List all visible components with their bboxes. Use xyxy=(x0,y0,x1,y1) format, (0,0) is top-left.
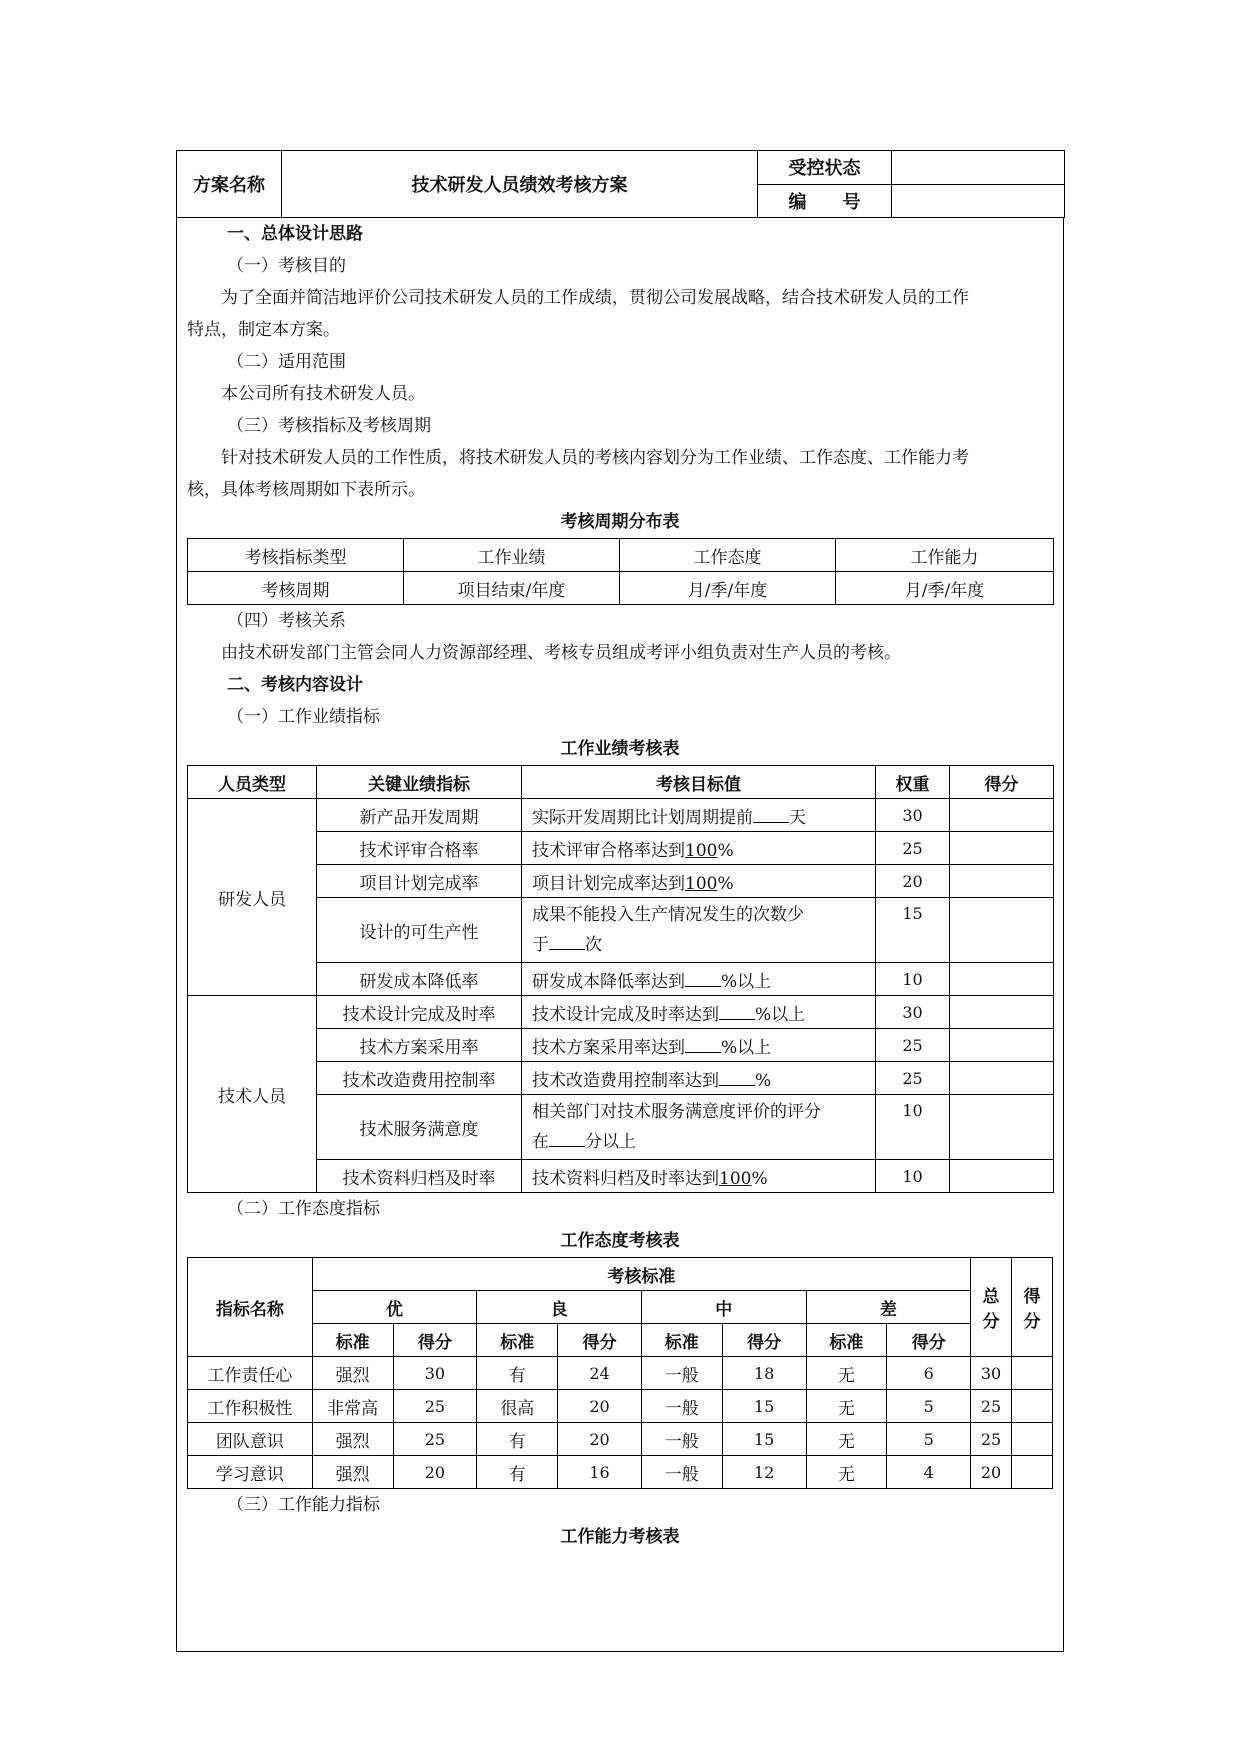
column-header: 考核标准 xyxy=(312,1258,970,1291)
column-header: 优 xyxy=(312,1291,477,1324)
column-header: 中 xyxy=(641,1291,806,1324)
table-cell: 6 xyxy=(887,1357,971,1390)
period-table-caption: 考核周期分布表 xyxy=(560,512,680,532)
person-type: 研发人员 xyxy=(188,799,317,996)
column-header: 总 分 xyxy=(971,1258,1012,1357)
table-cell: 有 xyxy=(477,1357,558,1390)
score-cell xyxy=(950,1160,1054,1193)
weight-cell: 30 xyxy=(876,799,950,832)
ability-table-caption: 工作能力考核表 xyxy=(560,1527,680,1547)
purpose-text-1: 为了全面并简洁地评价公司技术研发人员的工作成绩，贯彻公司发展战略，结合技术研发人员的工作 xyxy=(221,288,969,308)
table-row xyxy=(188,539,1054,572)
target-cell: 相关部门对技术服务满意度评价的评分 在 分以上 xyxy=(522,1095,876,1160)
indicators-text-1: 针对技术研发人员的工作性质，将技术研发人员的考核内容划分为工作业绩、工作态度、工作能力考 xyxy=(221,448,969,468)
table-row xyxy=(188,572,1054,605)
score-cell xyxy=(950,1029,1054,1062)
att-table xyxy=(187,1257,1053,1489)
table-row xyxy=(188,1423,1053,1456)
target-cell: 项目计划完成率达到100% xyxy=(522,865,876,898)
table-cell: 25 xyxy=(393,1390,477,1423)
table-cell: 30 xyxy=(971,1357,1012,1390)
column-header: 得分 xyxy=(950,766,1054,799)
target-cell: 研发成本降低率达到 %以上 xyxy=(522,963,876,996)
table-cell: 工作责任心 xyxy=(188,1357,313,1390)
kpi-cell: 技术评审合格率 xyxy=(317,832,522,865)
column-header: 得分 xyxy=(558,1324,642,1357)
indicators-title: （三）考核指标及考核周期 xyxy=(227,416,431,436)
table-row xyxy=(188,996,1054,1029)
table-cell: 15 xyxy=(722,1390,806,1423)
kpi-cell: 新产品开发周期 xyxy=(317,799,522,832)
table-cell: 无 xyxy=(806,1423,887,1456)
table-cell: 团队意识 xyxy=(188,1423,313,1456)
score-cell xyxy=(950,898,1054,963)
control-status-label: 受控状态 xyxy=(758,151,892,185)
column-header: 良 xyxy=(477,1291,642,1324)
table-cell: 30 xyxy=(393,1357,477,1390)
target-cell: 实际开发周期比计划周期提前 天 xyxy=(522,799,876,832)
table-cell: 有 xyxy=(477,1456,558,1489)
table-cell: 工作业绩 xyxy=(404,539,620,572)
column-header: 标准 xyxy=(477,1324,558,1357)
column-header: 考核目标值 xyxy=(522,766,876,799)
table-cell xyxy=(1012,1423,1053,1456)
table-cell: 12 xyxy=(722,1456,806,1489)
column-header: 得分 xyxy=(722,1324,806,1357)
att-title: （二）工作态度指标 xyxy=(227,1199,380,1219)
table-cell xyxy=(1012,1390,1053,1423)
table-row xyxy=(188,1160,1054,1193)
kpi-cell: 技术资料归档及时率 xyxy=(317,1160,522,1193)
table-cell: 强烈 xyxy=(312,1423,393,1456)
table-row xyxy=(188,1062,1054,1095)
column-header: 标准 xyxy=(806,1324,887,1357)
table-row xyxy=(188,1357,1053,1390)
column-header: 得 分 xyxy=(1012,1258,1053,1357)
table-cell: 25 xyxy=(393,1423,477,1456)
table-cell: 20 xyxy=(558,1390,642,1423)
table-cell: 考核周期 xyxy=(188,572,404,605)
document-page xyxy=(176,150,1064,1652)
table-row xyxy=(188,1095,1054,1160)
weight-cell: 20 xyxy=(876,865,950,898)
table-cell: 16 xyxy=(558,1456,642,1489)
indicators-text-2: 核，具体考核周期如下表所示。 xyxy=(187,480,425,500)
table-cell: 24 xyxy=(558,1357,642,1390)
relation-title: （四）考核关系 xyxy=(227,611,346,631)
table-cell: 月/季/年度 xyxy=(836,572,1054,605)
person-type: 技术人员 xyxy=(188,996,317,1193)
table-header-row xyxy=(188,1324,1053,1357)
target-cell: 技术方案采用率达到 %以上 xyxy=(522,1029,876,1062)
table-row xyxy=(188,832,1054,865)
score-cell xyxy=(950,963,1054,996)
header-table xyxy=(176,150,1065,218)
column-header: 指标名称 xyxy=(188,1258,313,1357)
plan-name-label: 方案名称 xyxy=(177,151,282,218)
column-header: 得分 xyxy=(393,1324,477,1357)
weight-cell: 10 xyxy=(876,1160,950,1193)
table-cell: 月/季/年度 xyxy=(620,572,836,605)
column-header: 关键业绩指标 xyxy=(317,766,522,799)
kpi-cell: 技术设计完成及时率 xyxy=(317,996,522,1029)
table-cell: 4 xyxy=(887,1456,971,1489)
table-cell: 18 xyxy=(722,1357,806,1390)
table-cell: 一般 xyxy=(641,1456,722,1489)
table-cell: 强烈 xyxy=(312,1357,393,1390)
number-label: 编 号 xyxy=(758,184,892,218)
perf-table-caption: 工作业绩考核表 xyxy=(560,739,680,759)
target-cell: 技术资料归档及时率达到100% xyxy=(522,1160,876,1193)
table-header-row xyxy=(188,1258,1053,1291)
table-cell: 工作能力 xyxy=(836,539,1054,572)
period-table xyxy=(187,538,1054,605)
table-cell: 一般 xyxy=(641,1357,722,1390)
score-cell xyxy=(950,1062,1054,1095)
table-cell: 有 xyxy=(477,1423,558,1456)
kpi-cell: 研发成本降低率 xyxy=(317,963,522,996)
table-row xyxy=(188,1390,1053,1423)
att-table-caption: 工作态度考核表 xyxy=(560,1231,680,1251)
table-row xyxy=(188,799,1054,832)
table-cell: 无 xyxy=(806,1456,887,1489)
score-cell xyxy=(950,865,1054,898)
table-row xyxy=(188,1456,1053,1489)
ability-title: （三）工作能力指标 xyxy=(227,1495,380,1515)
table-cell xyxy=(1012,1456,1053,1489)
column-header: 差 xyxy=(806,1291,971,1324)
target-cell: 技术改造费用控制率达到 % xyxy=(522,1062,876,1095)
table-cell: 一般 xyxy=(641,1390,722,1423)
target-cell: 技术设计完成及时率达到 %以上 xyxy=(522,996,876,1029)
table-cell: 工作态度 xyxy=(620,539,836,572)
table-cell: 20 xyxy=(393,1456,477,1489)
weight-cell: 25 xyxy=(876,832,950,865)
score-cell xyxy=(950,1095,1054,1160)
weight-cell: 10 xyxy=(876,963,950,996)
column-header: 标准 xyxy=(641,1324,722,1357)
table-cell: 25 xyxy=(971,1423,1012,1456)
table-row xyxy=(188,898,1054,963)
number-value xyxy=(892,184,1065,218)
kpi-cell: 技术服务满意度 xyxy=(317,1095,522,1160)
table-cell: 很高 xyxy=(477,1390,558,1423)
kpi-cell: 技术方案采用率 xyxy=(317,1029,522,1062)
table-cell: 非常高 xyxy=(312,1390,393,1423)
table-cell: 20 xyxy=(558,1423,642,1456)
weight-cell: 25 xyxy=(876,1029,950,1062)
scope-title: （二）适用范围 xyxy=(227,352,346,372)
section2-title: 二、考核内容设计 xyxy=(227,675,363,695)
table-cell: 5 xyxy=(887,1423,971,1456)
table-row xyxy=(188,865,1054,898)
table-cell: 考核指标类型 xyxy=(188,539,404,572)
perf-table xyxy=(187,765,1054,1193)
score-cell xyxy=(950,799,1054,832)
table-cell: 25 xyxy=(971,1390,1012,1423)
column-header: 标准 xyxy=(312,1324,393,1357)
weight-cell: 15 xyxy=(876,898,950,963)
control-status-value xyxy=(892,151,1065,185)
table-cell: 一般 xyxy=(641,1423,722,1456)
table-header-row xyxy=(188,766,1054,799)
table-cell: 5 xyxy=(887,1390,971,1423)
column-header: 人员类型 xyxy=(188,766,317,799)
relation-text: 由技术研发部门主管会同人力资源部经理、考核专员组成考评小组负责对生产人员的考核。 xyxy=(221,643,901,663)
purpose-text-2: 特点，制定本方案。 xyxy=(187,320,340,340)
kpi-cell: 项目计划完成率 xyxy=(317,865,522,898)
weight-cell: 30 xyxy=(876,996,950,1029)
perf-title: （一）工作业绩指标 xyxy=(227,707,380,727)
table-cell: 15 xyxy=(722,1423,806,1456)
score-cell xyxy=(950,832,1054,865)
score-cell xyxy=(950,996,1054,1029)
scope-text: 本公司所有技术研发人员。 xyxy=(221,384,425,404)
table-cell: 学习意识 xyxy=(188,1456,313,1489)
column-header: 得分 xyxy=(887,1324,971,1357)
table-cell: 无 xyxy=(806,1357,887,1390)
document-body xyxy=(176,218,1064,1652)
weight-cell: 10 xyxy=(876,1095,950,1160)
table-cell xyxy=(1012,1357,1053,1390)
kpi-cell: 设计的可生产性 xyxy=(317,898,522,963)
column-header: 权重 xyxy=(876,766,950,799)
target-cell: 成果不能投入生产情况发生的次数少 于 次 xyxy=(522,898,876,963)
weight-cell: 25 xyxy=(876,1062,950,1095)
plan-name: 技术研发人员绩效考核方案 xyxy=(282,151,758,218)
table-cell: 工作积极性 xyxy=(188,1390,313,1423)
table-cell: 无 xyxy=(806,1390,887,1423)
table-cell: 项目结束/年度 xyxy=(404,572,620,605)
target-cell: 技术评审合格率达到100% xyxy=(522,832,876,865)
section1-title: 一、总体设计思路 xyxy=(227,224,363,244)
table-cell: 20 xyxy=(971,1456,1012,1489)
table-row xyxy=(188,963,1054,996)
table-cell: 强烈 xyxy=(312,1456,393,1489)
table-row xyxy=(188,1029,1054,1062)
kpi-cell: 技术改造费用控制率 xyxy=(317,1062,522,1095)
purpose-title: （一）考核目的 xyxy=(227,256,346,276)
table-header-row xyxy=(188,1291,1053,1324)
